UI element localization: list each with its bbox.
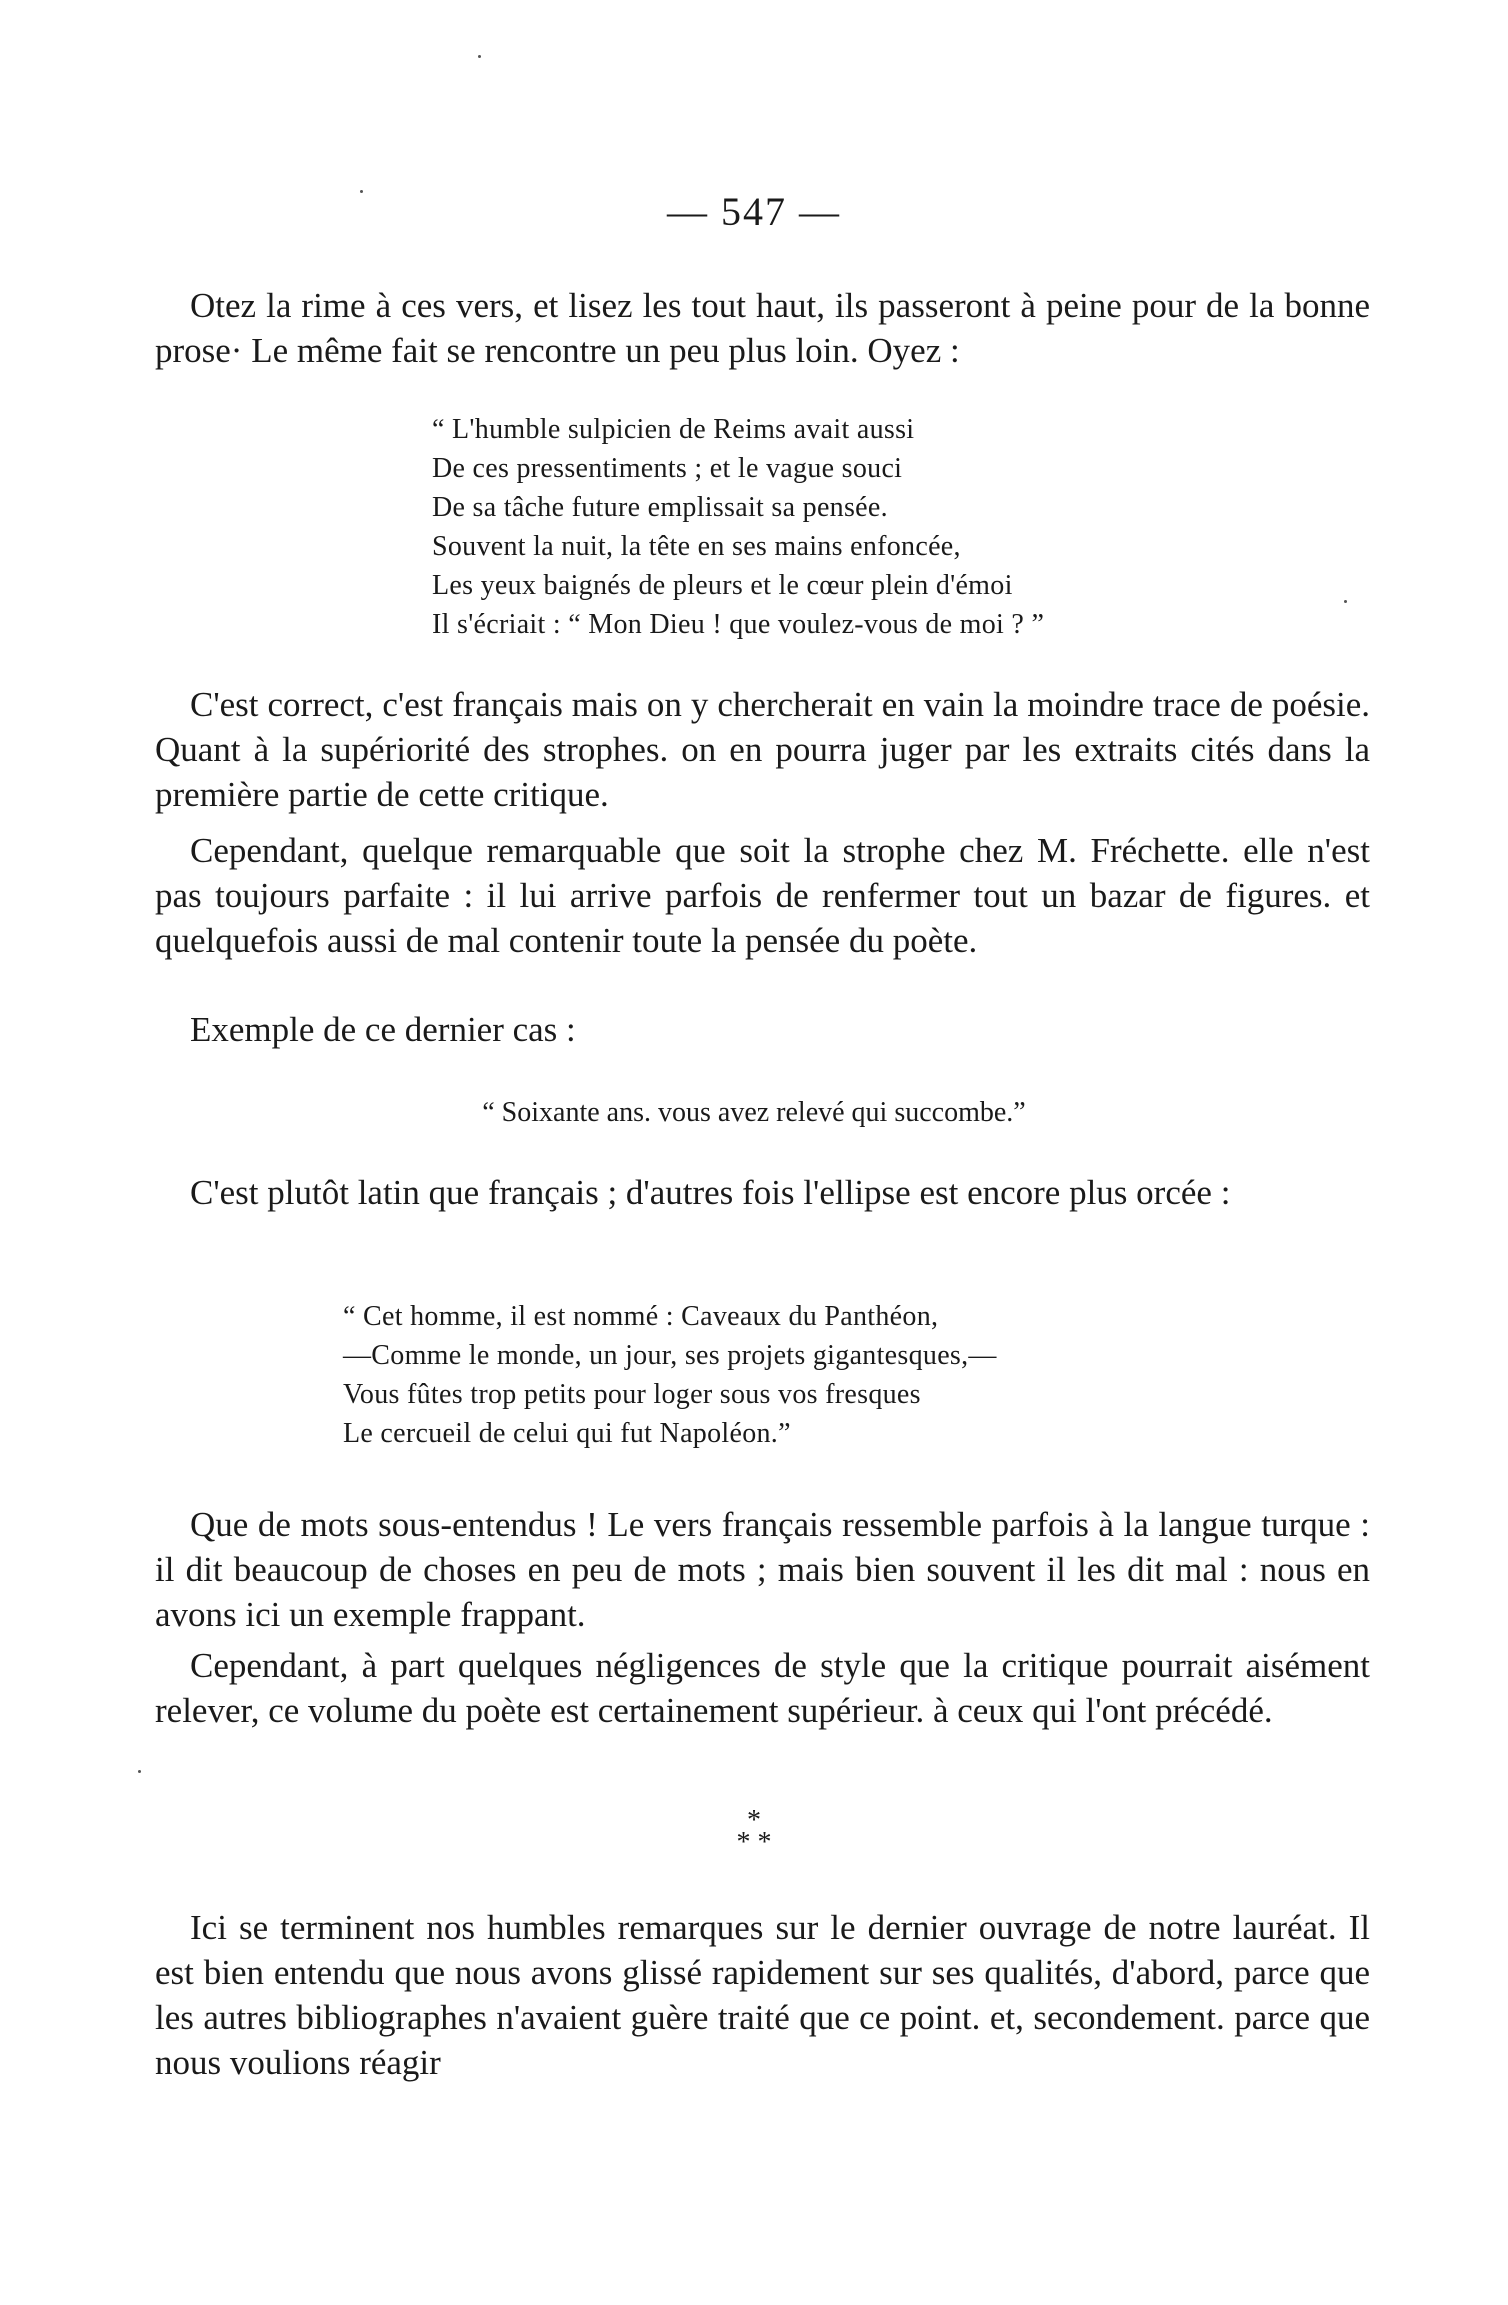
paragraph-2	[155, 682, 1370, 817]
paragraph-2-text: C'est correct, c'est français mais on y chercherait en vain la moindre trace de poésie. Quant à la supériorité des strophes. on en pourra juger par les extraits cités dans la première partie de cette critique.	[155, 685, 1370, 814]
paragraph-5-text: C'est plutôt latin que français ; d'autres fois l'ellipse est encore plus orcée :	[190, 1173, 1231, 1212]
verse-1-line-5: Les yeux baignés de pleurs et le cœur plein d'émoi	[432, 570, 1013, 601]
section-separator-asterism	[0, 1805, 1508, 1858]
verse-1-line-1: “ L'humble sulpicien de Reims avait aussi	[432, 414, 915, 445]
paragraph-6-text: Que de mots sous-entendus ! Le vers français ressemble parfois à la langue turque : il dit beaucoup de choses en peu de mots ; mais bien souvent il les dit mal : nous en avons ici un exemple frappant.	[155, 1505, 1370, 1634]
page-number: — 547 —	[667, 189, 841, 234]
verse-1-line-6: Il s'écriait : “ Mon Dieu ! que voulez-vous de moi ? ”	[432, 609, 1045, 640]
verse-block-1	[432, 410, 1044, 644]
paragraph-1	[155, 283, 1370, 373]
paragraph-4	[155, 1007, 1370, 1052]
verse-3-line-4: Le cercueil de celui qui fut Napoléon.”	[343, 1418, 791, 1449]
paragraph-7-text: Cependant, à part quelques négligences de style que la critique pourrait aisément relever, ce volume du poète est certainement supérieur. à ceux qui l'ont précédé.	[155, 1646, 1370, 1730]
paragraph-8-text: Ici se terminent nos humbles remarques sur le dernier ouvrage de notre lauréat. Il est bien entendu que nous avons glissé rapidement sur ses qualités, d'abord, parce que les autres bibliographes n'avaient guère traité que ce point. et, secondement. parce que nous voulions réagir	[155, 1908, 1370, 2082]
verse-3-line-2: —Comme le monde, un jour, ses projets gigantesques,—	[343, 1340, 997, 1371]
print-speck	[1344, 600, 1347, 603]
paragraph-7	[155, 1643, 1370, 1733]
paragraph-1-text: Otez la rime à ces vers, et lisez les tout haut, ils passeront à peine pour de la bonne prose· Le même fait se rencontre un peu plus loin. Oyez :	[155, 286, 1370, 370]
asterism-bottom: * *	[736, 1827, 772, 1858]
print-speck	[360, 190, 363, 193]
paragraph-8	[155, 1905, 1370, 2085]
paragraph-3	[155, 828, 1370, 963]
verse-1-line-2: De ces pressentiments ; et le vague souci	[432, 453, 903, 484]
print-speck	[478, 55, 481, 58]
paragraph-3-text: Cependant, quelque remarquable que soit la strophe chez M. Fréchette. elle n'est pas toujours parfaite : il lui arrive parfois de renfermer tout un bazar de figures. et quelquefois aussi de mal contenir toute la pensée du poète.	[155, 831, 1370, 960]
verse-1-line-3: De sa tâche future emplissait sa pensée.	[432, 492, 888, 523]
verse-line-2: “ Soixante ans. vous avez relevé qui succombe.”	[482, 1097, 1026, 1128]
paragraph-5	[155, 1170, 1370, 1215]
verse-1-line-4: Souvent la nuit, la tête en ses mains enfoncée,	[432, 531, 961, 562]
verse-3-line-3: Vous fûtes trop petits pour loger sous vos fresques	[343, 1379, 921, 1410]
asterism-top: *	[747, 1805, 761, 1836]
verse-block-3	[343, 1297, 997, 1453]
paragraph-6	[155, 1502, 1370, 1637]
print-speck	[138, 1770, 141, 1773]
verse-3-line-1: “ Cet homme, il est nommé : Caveaux du Panthéon,	[343, 1301, 939, 1332]
paragraph-4-text: Exemple de ce dernier cas :	[190, 1010, 576, 1049]
